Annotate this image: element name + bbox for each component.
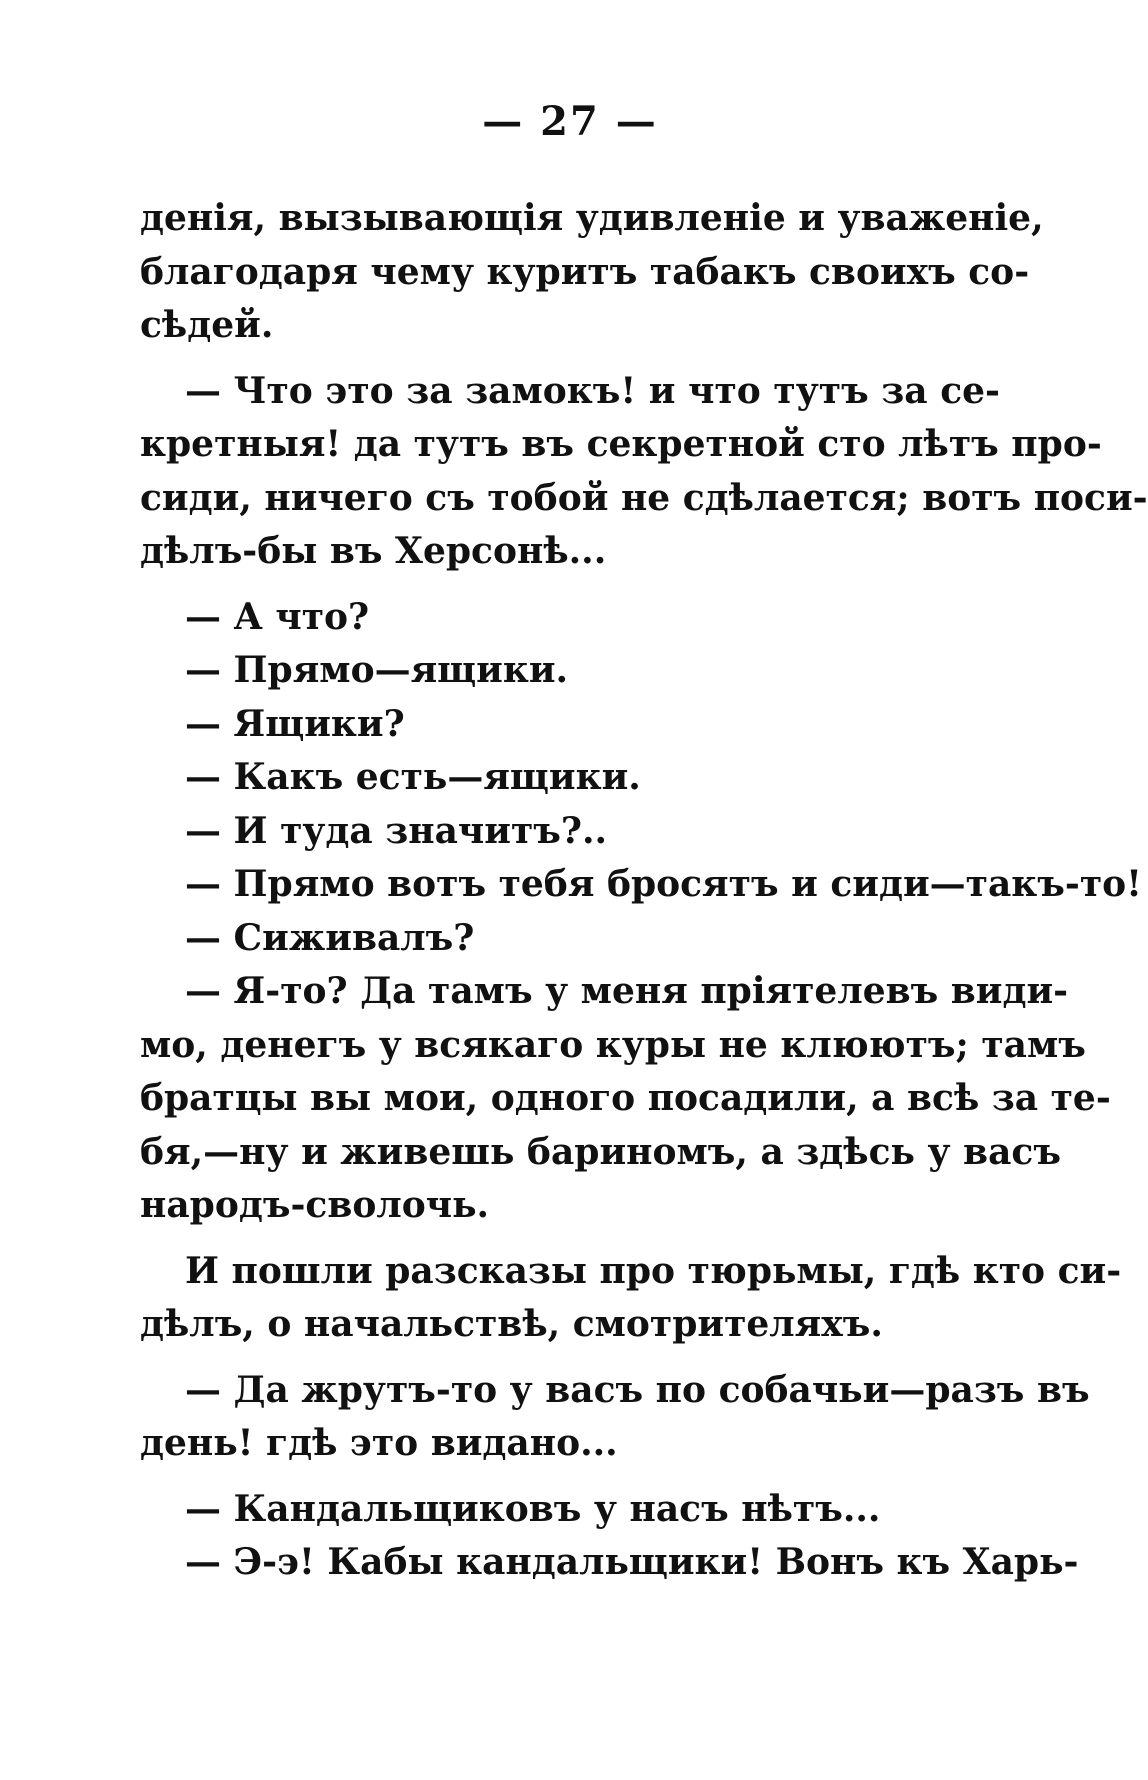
text-line: — Ящики? (185, 702, 405, 745)
text-line: кретныя! да тутъ въ секретной сто лѣтъ про- (140, 423, 1102, 465)
text-line: братцы вы мои, одного посадили, а всѣ за те- (140, 1077, 1111, 1119)
text-line: — Кандальщиковъ у насъ нѣтъ... (185, 1487, 881, 1530)
text-line: И пошли разсказы про тюрьмы, гдѣ кто си- (185, 1249, 1122, 1292)
text-line: дѣлъ-бы въ Херсонѣ... (140, 530, 607, 572)
text-line: — Я-то? Да тамъ у меня пріятелевъ види- (185, 970, 1069, 1012)
text-line: — Э-э! Кабы кандальщики! Вонъ къ Харь- (185, 1541, 1079, 1583)
text-line: благодаря чему куритъ табакъ своихъ со- (140, 250, 1030, 293)
text-line: — А что? (185, 595, 370, 638)
page-number: — 27 — (482, 98, 658, 145)
body-text (140, 192, 1148, 1590)
text-line: мо, денегъ у всякаго куры не клюютъ; тамъ (140, 1023, 1086, 1066)
text-line: — И туда значитъ?.. (185, 809, 608, 852)
text-line: сиди, ничего съ тобой не сдѣлается; вотъ поси- (140, 476, 1148, 519)
text-line: — Да жрутъ-то у васъ по собачьи—разъ въ (185, 1368, 1090, 1411)
text-line: — Прямо вотъ тебя бросятъ и сиди—такъ-то! (185, 863, 1142, 905)
text-line: — Какъ есть—ящики. (185, 756, 641, 798)
text-line: бя,—ну и живешь бариномъ, а здѣсь у васъ (140, 1130, 1061, 1173)
text-line: день! гдѣ это видано... (140, 1422, 618, 1464)
text-line: — Сиживалъ? (185, 916, 475, 959)
text-line: народъ-сволочь. (140, 1184, 490, 1226)
text-line: — Прямо—ящики. (185, 649, 569, 691)
text-line: сѣдей. (140, 304, 274, 346)
text-line: дѣлъ, о начальствѣ, смотрителяхъ. (140, 1303, 883, 1345)
text-line: денія, вызывающія удивленіе и уваженіе, (140, 197, 1044, 239)
text-line: — Что это за замокъ! и что тутъ за се- (185, 369, 1000, 412)
